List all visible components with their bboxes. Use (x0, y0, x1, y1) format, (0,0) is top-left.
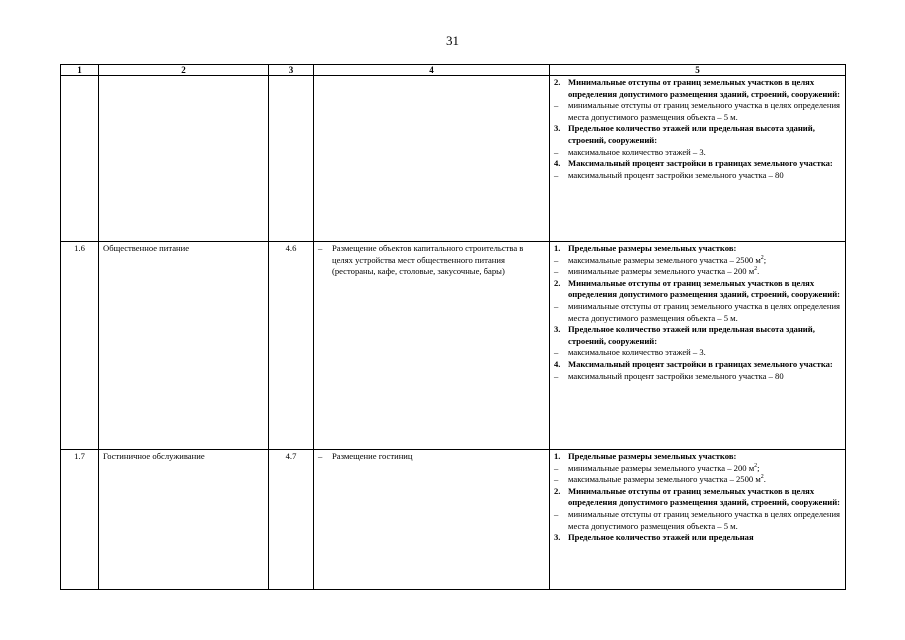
param-heading: 2. Минимальные отступы от границ земельных участков в целях определения допустимого размещения зданий, строений, сооружений: (554, 485, 841, 508)
row-number: 1.6 (61, 242, 99, 450)
param-bullet: – максимальный процент застройки земельного участка – 80 (554, 169, 784, 180)
param-heading: 1. Предельные размеры земельных участков: (554, 451, 737, 461)
use-code: 4.7 (269, 450, 314, 590)
param-bullet: – минимальные отступы от границ земельного участка в целях определения места допустимого размещения объекта – 5 м. (554, 300, 841, 323)
column-header: 1 (61, 65, 99, 76)
use-code: 4.6 (269, 242, 314, 450)
param-bullet: – максимальные размеры земельного участка – 2500 $м^2$. (554, 474, 766, 485)
column-header: 2 (99, 65, 269, 76)
param-heading: 2. Минимальные отступы от границ земельных участков в целях определения допустимого размещения зданий, строений, сооружений: (554, 277, 841, 300)
param-heading: 3. Предельное количество этажей или предельная (554, 532, 754, 543)
description-item: – Размещение гостиниц (318, 451, 413, 461)
use-code (269, 76, 314, 242)
param-heading: 1. Предельные размеры земельных участков: (554, 243, 737, 253)
param-bullet: – минимальные отступы от границ земельного участка в целях определения места допустимого размещения объекта – 5 м. (554, 100, 841, 122)
column-header: 3 (269, 65, 314, 76)
param-bullet: – максимальный процент застройки земельного участка – 80 (554, 370, 784, 381)
param-heading: 3. Предельное количество этажей или предельная высота зданий, строений, сооружений: (554, 123, 815, 145)
use-description (314, 242, 550, 450)
param-bullet: – минимальные размеры земельного участка – 200 $м^2$. (554, 266, 760, 277)
regulations-table (60, 64, 846, 590)
use-name: Гостиничное обслуживание (99, 450, 269, 590)
column-header: 4 (314, 65, 550, 76)
table-header-row (61, 65, 846, 76)
description-item: – Размещение объектов капитального строительства в целях устройства мест общественного питания (рестораны, кафе, столовые, закусочные, бары) (318, 243, 524, 277)
param-heading: 4. Максимальный процент застройки в границах земельного участка: (554, 158, 833, 169)
column-header: 5 (550, 65, 846, 76)
parameters-cell (550, 242, 846, 450)
param-bullet: – минимальные отступы от границ земельного участка в целях определения места допустимого размещения объекта – 5 м. (554, 508, 841, 531)
param-heading: 2. Минимальные отступы от границ земельных участков в целях определения допустимого размещения зданий, строений, сооружений: (554, 77, 841, 99)
param-bullet: – минимальные размеры земельного участка – 200 $м^2$; (554, 462, 760, 473)
param-heading: 4. Максимальный процент застройки в границах земельного участка: (554, 358, 833, 369)
use-name (99, 76, 269, 242)
param-bullet: – максимальные размеры земельного участка – 2500 $м^2$; (554, 254, 767, 265)
table-row (61, 242, 846, 450)
param-bullet: – максимальное количество этажей – 3. (554, 146, 706, 157)
table-row (61, 450, 846, 590)
row-number (61, 76, 99, 242)
param-bullet: – максимальное количество этажей – 3. (554, 347, 706, 358)
use-description (314, 76, 550, 242)
row-number: 1.7 (61, 450, 99, 590)
use-name: Общественное питание (99, 242, 269, 450)
page-number: 31 (446, 33, 459, 48)
table-row (61, 76, 846, 242)
parameters-cell (550, 450, 846, 590)
parameters-cell (550, 76, 846, 242)
use-description (314, 450, 550, 590)
param-heading: 3. Предельное количество этажей или предельная высота зданий, строений, сооружений: (554, 324, 815, 346)
